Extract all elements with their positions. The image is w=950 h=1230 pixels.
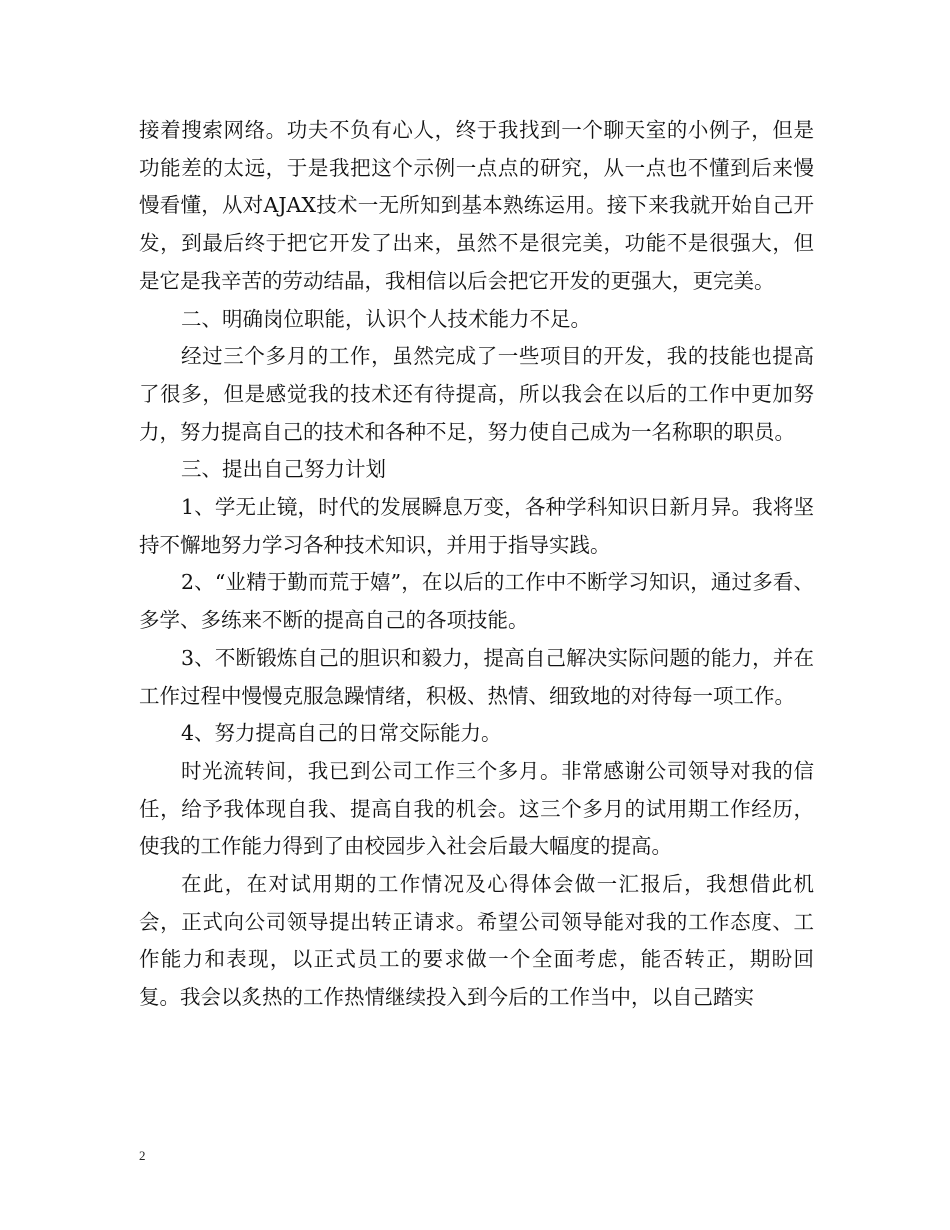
section-heading: 二、明确岗位职能，认识个人技术能力不足。 bbox=[181, 306, 591, 331]
list-item: 4、努力提高自己的日常交际能力。 bbox=[181, 721, 502, 746]
paragraph: 时光流转间，我已到公司工作三个多月。非常感谢公司领导对我的信任，给予我体现自我、提高自我的机会。这三个多月的试用期工作经历，使我的工作能力得到了由校园步入社会后最大幅度的提高。 bbox=[139, 758, 814, 859]
section-heading: 三、提出自己努力计划 bbox=[181, 457, 386, 482]
body-text bbox=[139, 112, 814, 1017]
list-item: 3、不断锻炼自己的胆识和毅力，提高自己解决实际问题的能力，并在工作过程中慢慢克服急躁情绪，积极、热情、细致地的对待每一项工作。 bbox=[139, 645, 814, 708]
paragraph: 在此，在对试用期的工作情况及心得体会做一汇报后，我想借此机会，正式向公司领导提出转正请求。希望公司领导能对我的工作态度、工作能力和表现，以正式员工的要求做一个全面考虑，能否转正，期盼回复。我会以炙热的工作热情继续投入到今后的工作当中，以自己踏实 bbox=[139, 872, 814, 1010]
list-item: 2、“业精于勤而荒于嬉”，在以后的工作中不断学习知识，通过多看、多学、多练来不断的提高自己的各项技能。 bbox=[139, 570, 814, 633]
list-item: 1、学无止镜，时代的发展瞬息万变，各种学科知识日新月异。我将坚持不懈地努力学习各种技术知识，并用于指导实践。 bbox=[139, 495, 814, 557]
paragraph: 经过三个多月的工作，虽然完成了一些项目的开发，我的技能也提高了很多，但是感觉我的技术还有待提高，所以我会在以后的工作中更加努力，努力提高自己的技术和各种不足，努力使自己成为一名称职的职员。 bbox=[139, 344, 814, 444]
page-number: 2 bbox=[139, 1148, 146, 1163]
paragraph: 接着搜索网络。功夫不负有心人，终于我找到一个聊天室的小例子，但是功能差的太远，于是我把这个示例一点点的研究，从一点也不懂到后来慢慢看懂，从对AJAX技术一无所知到基本熟练运用。接下来我就开始自己开发，到最后终于把它开发了出来，虽然不是很完美，功能不是很强大，但是它是我辛苦的劳动结晶，我相信以后会把它开发的更强大，更完美。 bbox=[139, 118, 814, 293]
